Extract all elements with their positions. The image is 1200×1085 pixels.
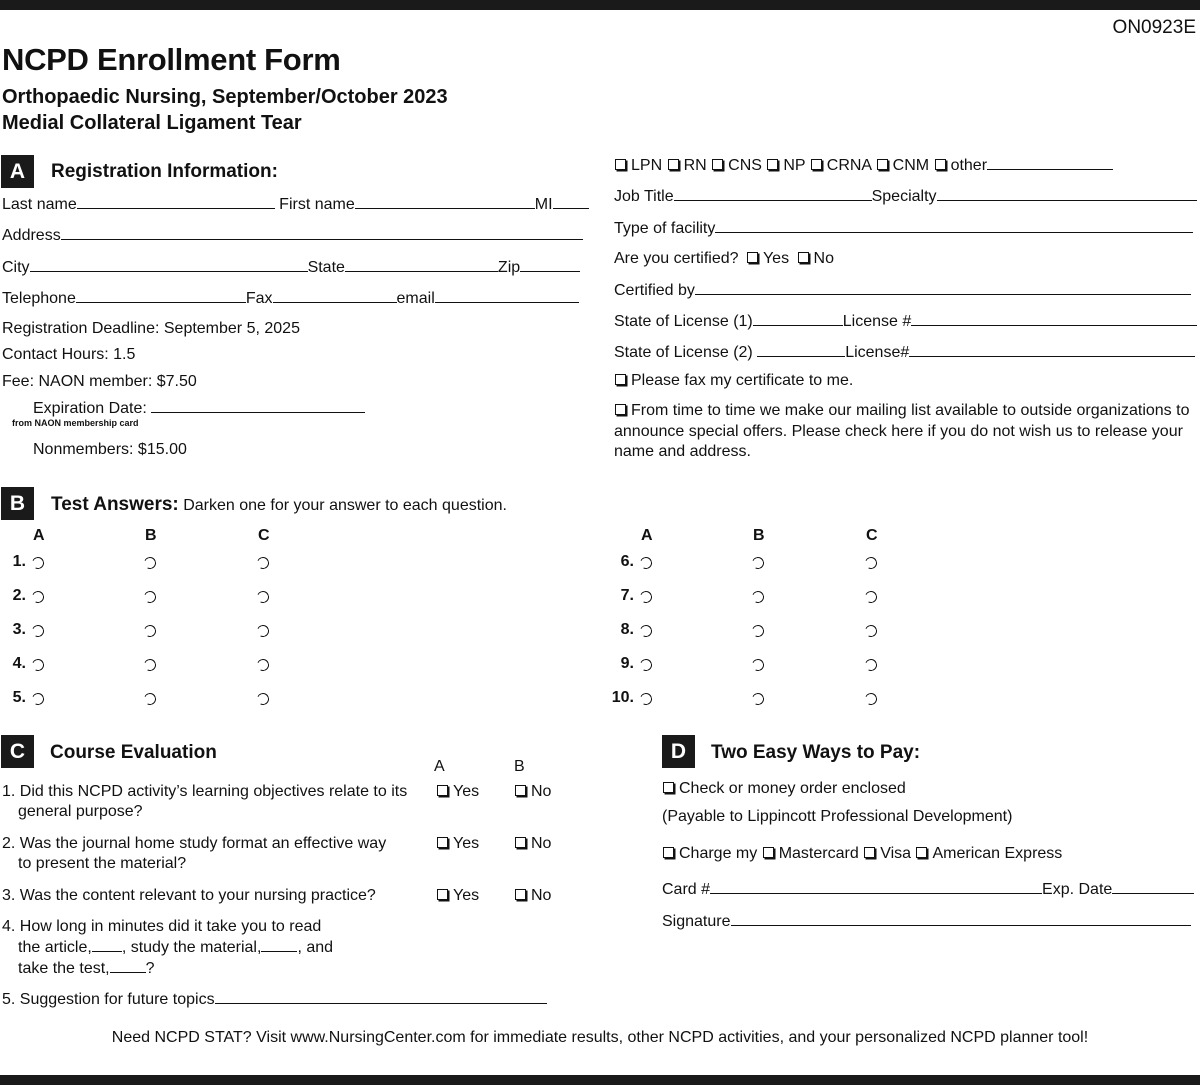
question-number: 10. <box>611 689 634 706</box>
answer-bubble[interactable] <box>255 589 270 604</box>
signature-blank[interactable] <box>731 911 1191 926</box>
answer-bubble[interactable] <box>863 555 878 570</box>
registration-deadline: Registration Deadline: September 5, 2025 <box>2 320 300 337</box>
answer-bubble[interactable] <box>750 623 765 638</box>
answer-bubble[interactable] <box>142 623 157 638</box>
answer-bubble[interactable] <box>863 691 878 706</box>
member-fee: Fee: NAON member: $7.50 <box>2 373 197 390</box>
checkbox-q1-no[interactable] <box>515 785 526 796</box>
eval-q2-yes[interactable]: Yes <box>436 834 479 854</box>
fax-certificate-option: Please fax my certificate to me. <box>614 371 853 391</box>
question-number: 8. <box>620 621 634 638</box>
section-c-title: Course Evaluation <box>50 742 217 763</box>
signature-field[interactable]: Signature <box>662 911 1191 932</box>
answer-bubble[interactable] <box>30 589 45 604</box>
answer-bubble[interactable] <box>142 657 157 672</box>
section-a-title: Registration Information: <box>51 161 278 182</box>
question-number: 7. <box>620 587 634 604</box>
payable-note: (Payable to Lippincott Professional Development) <box>662 808 1013 825</box>
answer-bubble[interactable] <box>30 657 45 672</box>
answer-bubble[interactable] <box>750 555 765 570</box>
job-title-field[interactable]: Job Title Specialty <box>614 186 1197 207</box>
top-rule <box>0 0 1200 10</box>
card-number-field[interactable]: Card # Exp. Date <box>662 879 1194 900</box>
answer-bubble[interactable] <box>750 657 765 672</box>
checkbox-fax-certificate[interactable] <box>615 374 626 385</box>
zip-blank[interactable] <box>520 257 580 272</box>
answer-bubble[interactable] <box>750 691 765 706</box>
checkbox-q2-yes[interactable] <box>437 837 448 848</box>
eval-q5[interactable]: 5. Suggestion for future topics <box>2 989 547 1010</box>
eval-col-b: B <box>514 758 525 775</box>
eval-q3: 3. Was the content relevant to your nursing practice? <box>2 887 376 904</box>
mi-blank[interactable] <box>553 194 589 209</box>
license2-number-blank[interactable] <box>909 342 1195 357</box>
answer-bubble[interactable] <box>863 589 878 604</box>
subtitle-journal: Orthopaedic Nursing, September/October 2023 <box>2 86 448 108</box>
section-b-instruction: Darken one for your answer to each question. <box>183 497 507 514</box>
expiration-date-field[interactable]: Expiration Date: <box>33 398 365 419</box>
checkbox-check-money-order[interactable] <box>663 782 674 793</box>
answer-bubble[interactable] <box>750 589 765 604</box>
section-d-title: Two Easy Ways to Pay: <box>711 742 921 763</box>
eval-q2-no[interactable]: No <box>514 834 551 854</box>
answer-bubble[interactable] <box>30 623 45 638</box>
last-name-field[interactable]: Last name First name MI <box>2 194 589 215</box>
facility-blank[interactable] <box>715 218 1193 233</box>
eval-q1-no[interactable]: No <box>514 782 551 802</box>
section-b-header <box>51 494 507 516</box>
exp-date-blank[interactable] <box>1112 879 1194 894</box>
state-blank[interactable] <box>345 257 498 272</box>
checkbox-cns[interactable] <box>712 159 723 170</box>
answer-bubble[interactable] <box>255 657 270 672</box>
expiration-note: from NAON membership card <box>12 418 139 428</box>
answer-col-left-c: C <box>258 527 270 544</box>
answer-bubble[interactable] <box>863 657 878 672</box>
bottom-rule <box>0 1075 1200 1085</box>
address-field[interactable]: Address <box>2 225 583 246</box>
last-name-blank[interactable] <box>77 194 275 209</box>
facility-field[interactable]: Type of facility <box>614 218 1193 239</box>
answer-bubble[interactable] <box>142 555 157 570</box>
section-a-badge: A <box>1 155 34 188</box>
license1-field[interactable]: State of License (1) License # <box>614 311 1197 332</box>
answer-bubble[interactable] <box>255 691 270 706</box>
page-title: NCPD Enrollment Form <box>2 42 341 77</box>
question-number: 3. <box>12 621 26 638</box>
checkbox-mailing-list[interactable] <box>615 404 626 415</box>
eval-q3-no[interactable]: No <box>514 886 551 906</box>
pay-check-option: Check or money order enclosed <box>662 779 906 799</box>
section-b-title: Test Answers: <box>51 494 179 515</box>
question-number: 6. <box>620 553 634 570</box>
question-number: 1. <box>12 553 26 570</box>
phone-fax-email-field[interactable]: Telephone Fax email <box>2 288 579 309</box>
checkbox-crna[interactable] <box>811 159 822 170</box>
eval-q2: 2. Was the journal home study format an effective way to present the material? <box>2 835 387 872</box>
eval-col-a: A <box>434 758 445 775</box>
subtitle-topic: Medial Collateral Ligament Tear <box>2 112 302 134</box>
answer-bubble[interactable] <box>255 555 270 570</box>
card-number-blank[interactable] <box>710 879 1042 894</box>
checkbox-cnm[interactable] <box>877 159 888 170</box>
question-number: 5. <box>12 689 26 706</box>
checkbox-rn[interactable] <box>668 159 679 170</box>
answer-bubble[interactable] <box>30 555 45 570</box>
license1-state-blank[interactable] <box>753 311 843 326</box>
checkbox-certified-no[interactable] <box>798 252 809 263</box>
checkbox-other[interactable] <box>935 159 946 170</box>
telephone-blank[interactable] <box>76 288 246 303</box>
checkbox-amex[interactable] <box>916 847 927 858</box>
read-minutes-blank[interactable] <box>92 937 122 952</box>
checkbox-certified-yes[interactable] <box>747 252 758 263</box>
answer-bubble[interactable] <box>638 555 653 570</box>
question-number: 4. <box>12 655 26 672</box>
checkbox-mastercard[interactable] <box>763 847 774 858</box>
section-c-badge: C <box>1 735 34 768</box>
specialty-blank[interactable] <box>937 186 1197 201</box>
test-minutes-blank[interactable] <box>110 958 146 973</box>
license2-state-blank[interactable] <box>757 342 845 357</box>
certified-by-field[interactable]: Certified by <box>614 280 1191 301</box>
answer-col-right-a: A <box>641 527 653 544</box>
email-blank[interactable] <box>435 288 579 303</box>
eval-q3-yes[interactable]: Yes <box>436 886 479 906</box>
mailing-list-option: From time to time we make our mailing list available to outside organizations to announce special offers. Please check here if you do not wish us to release your name and address. <box>614 402 1190 460</box>
other-blank[interactable] <box>987 155 1113 170</box>
question-number: 9. <box>620 655 634 672</box>
checkbox-q3-yes[interactable] <box>437 889 448 900</box>
checkbox-q1-yes[interactable] <box>437 785 448 796</box>
answer-col-left-b: B <box>145 527 157 544</box>
credential-checkboxes: LPN RN CNS NP CRNA CNM other <box>614 155 1113 176</box>
answer-bubble[interactable] <box>638 623 653 638</box>
form-code: ON0923E <box>1112 17 1196 38</box>
section-d-badge: D <box>662 735 695 768</box>
answer-col-left-a: A <box>33 527 45 544</box>
checkbox-charge[interactable] <box>663 847 674 858</box>
city-blank[interactable] <box>30 257 308 272</box>
eval-q1: 1. Did this NCPD activity’s learning objectives relate to its general purpose? <box>2 783 408 820</box>
answer-bubble[interactable] <box>638 589 653 604</box>
pay-card-options: Charge my Mastercard Visa American Express <box>662 844 1062 864</box>
answer-bubble[interactable] <box>255 623 270 638</box>
checkbox-visa[interactable] <box>864 847 875 858</box>
checkbox-lpn[interactable] <box>615 159 626 170</box>
checkbox-q3-no[interactable] <box>515 889 526 900</box>
answer-col-right-b: B <box>753 527 765 544</box>
job-title-blank[interactable] <box>674 186 872 201</box>
certified-by-blank[interactable] <box>695 280 1191 295</box>
fax-blank[interactable] <box>273 288 397 303</box>
contact-hours: Contact Hours: 1.5 <box>2 346 136 363</box>
nonmember-fee: Nonmembers: $15.00 <box>33 441 187 458</box>
expiration-blank[interactable] <box>151 398 365 413</box>
study-minutes-blank[interactable] <box>261 937 297 952</box>
address-blank[interactable] <box>61 225 583 240</box>
eval-q4: 4. How long in minutes did it take you to read the article, , study the material, , and take the test, ? <box>2 918 334 977</box>
eval-q1-yes[interactable]: Yes <box>436 782 479 802</box>
future-topics-blank[interactable] <box>215 989 547 1004</box>
answer-bubble[interactable] <box>142 691 157 706</box>
checkbox-q2-no[interactable] <box>515 837 526 848</box>
section-b-badge: B <box>1 487 34 520</box>
answer-col-right-c: C <box>866 527 878 544</box>
certified-question: Are you certified? Yes No <box>614 250 834 267</box>
footer-note: Need NCPD STAT? Visit www.NursingCenter.com for immediate results, other NCPD activities, and your personalized NCPD planner tool! <box>111 1029 1089 1046</box>
checkbox-np[interactable] <box>767 159 778 170</box>
answer-bubble[interactable] <box>30 691 45 706</box>
answer-bubble[interactable] <box>142 589 157 604</box>
answer-bubble[interactable] <box>638 657 653 672</box>
question-number: 2. <box>12 587 26 604</box>
license1-number-blank[interactable] <box>911 311 1197 326</box>
answer-bubble[interactable] <box>863 623 878 638</box>
first-name-blank[interactable] <box>355 194 535 209</box>
license2-field[interactable]: State of License (2) License# <box>614 342 1195 363</box>
city-state-zip-field[interactable]: City State Zip <box>2 257 580 278</box>
answer-bubble[interactable] <box>638 691 653 706</box>
